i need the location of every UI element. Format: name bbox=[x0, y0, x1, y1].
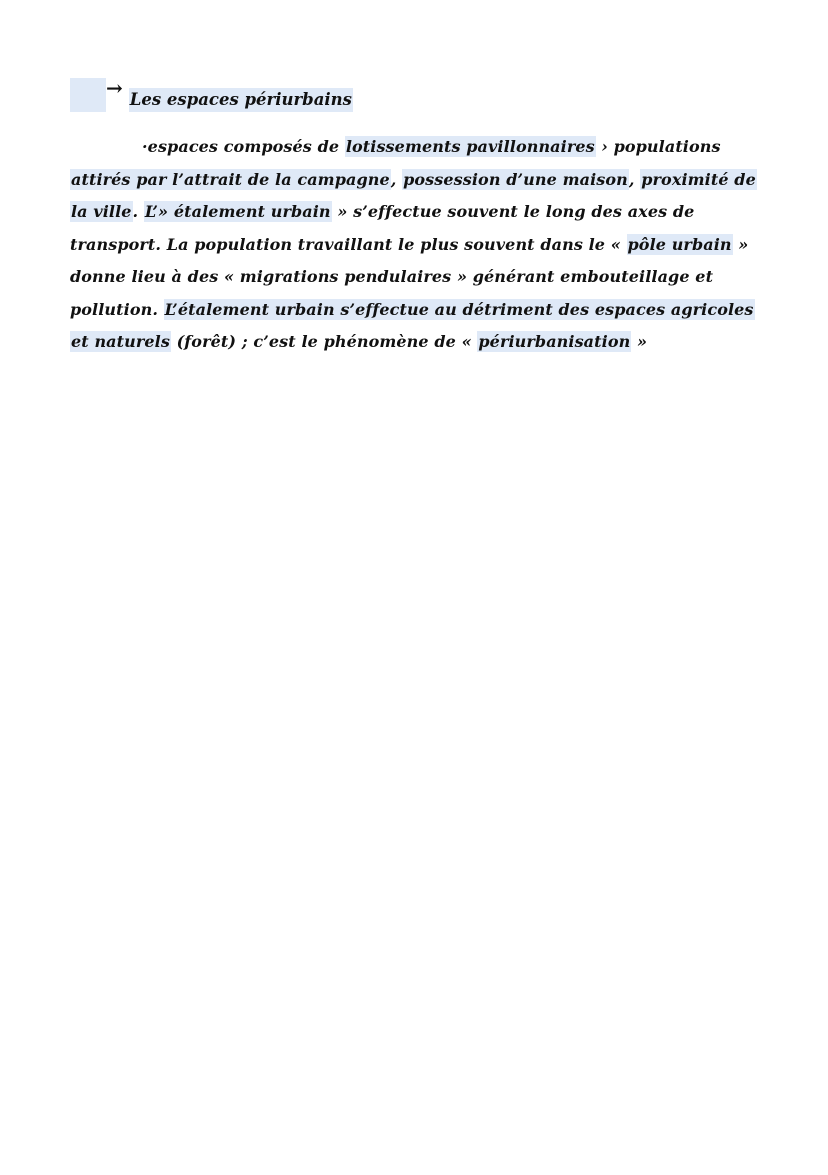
text-segment: » bbox=[732, 234, 749, 254]
text-line-3 bbox=[70, 196, 760, 229]
heading-highlight bbox=[70, 78, 106, 112]
text-segment: › populations bbox=[595, 137, 721, 156]
highlighted-term: la ville bbox=[71, 202, 132, 221]
heading-title: Les espaces périurbains bbox=[129, 88, 353, 112]
highlighted-term: proximité de bbox=[641, 169, 756, 189]
text-line-7 bbox=[70, 326, 760, 359]
text-line-1 bbox=[70, 131, 760, 164]
text-segment: . bbox=[132, 202, 144, 221]
text-line-2 bbox=[70, 164, 760, 197]
text-segment: transport. La population travaillant le plus souvent dans le « bbox=[70, 234, 627, 254]
highlighted-term: possession d’une maison bbox=[403, 169, 628, 189]
highlighted-term: et naturels bbox=[71, 332, 170, 351]
text-segment: , bbox=[628, 169, 641, 189]
text-segment: » s’effectue souvent le long des axes de bbox=[331, 202, 695, 221]
text-segment: (forêt) ; c’est le phénomène de « bbox=[170, 332, 478, 351]
text-line-6 bbox=[70, 294, 760, 327]
text-segment: donne lieu à des « migrations pendulaires » générant embouteillage et bbox=[70, 267, 714, 286]
text-segment: espaces composés de bbox=[147, 137, 345, 156]
text-segment: , bbox=[390, 169, 403, 189]
highlighted-term: périurbanisation bbox=[478, 332, 631, 351]
highlighted-term: lotissements pavillonnaires bbox=[345, 137, 595, 156]
text-line-4 bbox=[70, 229, 760, 262]
body-paragraph bbox=[70, 131, 760, 359]
highlighted-term: L’» étalement urbain bbox=[144, 202, 331, 221]
highlighted-term: attirés par l’attrait de la campagne bbox=[71, 169, 390, 189]
highlighted-term: L’étalement urbain s’effectue au détriment des espaces agricoles bbox=[164, 299, 754, 319]
text-line-5 bbox=[70, 261, 760, 294]
arrow-icon: → bbox=[106, 76, 123, 100]
section-heading bbox=[70, 78, 353, 112]
bullet-dot: · bbox=[142, 137, 148, 156]
text-segment: pollution. bbox=[70, 299, 164, 319]
highlighted-term: pôle urbain bbox=[627, 234, 732, 254]
text-segment: » bbox=[631, 332, 648, 351]
